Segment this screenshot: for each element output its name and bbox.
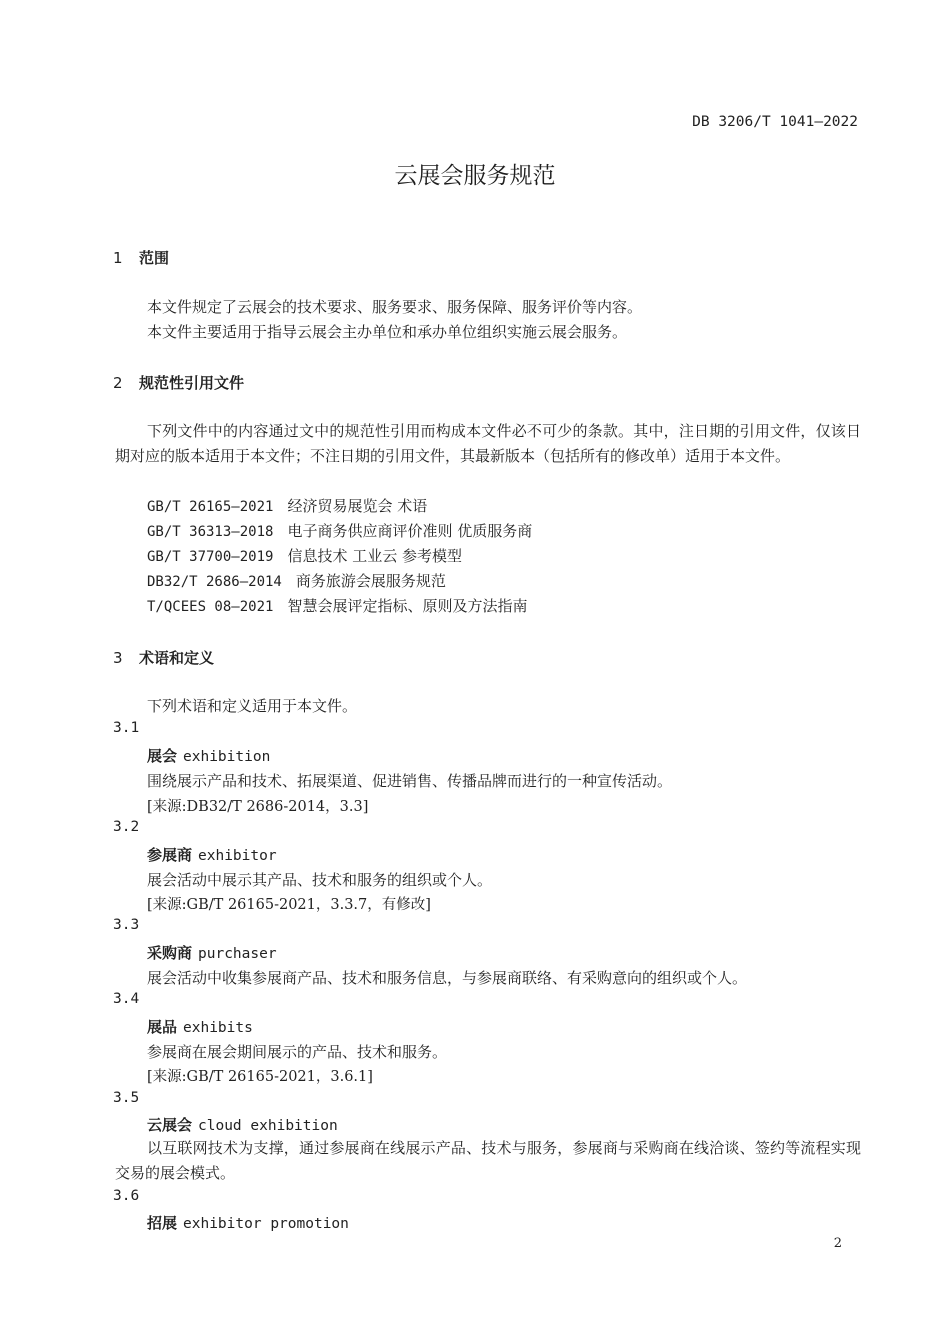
- term-en: exhibits: [183, 1020, 253, 1036]
- term-zh: 参展商: [147, 846, 193, 864]
- reference-item: [147, 545, 462, 566]
- paragraph: 下列术语和定义适用于本文件。: [147, 697, 358, 715]
- reference-code: DB32/T 2686—2014: [147, 574, 282, 590]
- reference-code: GB/T 36313—2018: [147, 524, 274, 540]
- term-entry: [147, 745, 270, 766]
- term-en: exhibitor: [198, 848, 277, 864]
- reference-item: [147, 595, 527, 616]
- clause-number: 3.5: [113, 1090, 140, 1106]
- section-3-heading: [113, 647, 214, 668]
- term-definition: 展会活动中收集参展商产品、技术和服务信息，与参展商联络、有采购意向的组织或个人。: [147, 969, 748, 987]
- term-source: [来源:DB32/T 2686-2014，3.3]: [147, 799, 369, 815]
- paragraph: 下列文件中的内容通过文中的规范性引用而构成本文件必不可少的条款。其中，注日期的引用文件，仅该日期对应的版本适用于本文件；不注日期的引用文件，其最新版本（包括所有的修改单）适用于本文件。: [115, 422, 861, 465]
- page-number: 2: [833, 1236, 842, 1251]
- reference-code: T/QCEES 08—2021: [147, 599, 274, 615]
- section-number: 1: [113, 249, 123, 267]
- clause-number: 3.6: [113, 1188, 140, 1204]
- term-entry: [147, 942, 277, 963]
- section-number: 2: [113, 374, 123, 392]
- section-title: 范围: [139, 249, 170, 267]
- term-en: exhibition: [183, 749, 271, 765]
- reference-item: [147, 570, 446, 591]
- reference-title: 信息技术 工业云 参考模型: [287, 547, 462, 565]
- term-zh: 展会: [147, 747, 178, 765]
- term-entry: [147, 844, 277, 865]
- clause-number: 3.2: [113, 819, 140, 835]
- term-zh: 云展会: [147, 1116, 193, 1134]
- reference-item: [147, 495, 427, 516]
- term-source: [来源:GB/T 26165-2021，3.3.7，有修改]: [147, 897, 431, 913]
- clause-number: 3.4: [113, 991, 140, 1007]
- term-definition: 以互联网技术为支撑，通过参展商在线展示产品、技术与服务，参展商与采购商在线洽谈、签约等流程实现交易的展会模式。: [115, 1139, 861, 1182]
- standard-code: DB 3206/T 1041—2022: [692, 114, 858, 130]
- reference-title: 商务旅游会展服务规范: [295, 572, 446, 590]
- reference-item: [147, 520, 532, 541]
- reference-code: GB/T 26165—2021: [147, 499, 274, 515]
- section-1-heading: [113, 247, 169, 268]
- reference-title: 智慧会展评定指标、原则及方法指南: [287, 597, 528, 615]
- term-zh: 展品: [147, 1018, 178, 1036]
- section-number: 3: [113, 649, 123, 667]
- term-entry: [147, 1212, 349, 1233]
- term-zh: 采购商: [147, 944, 193, 962]
- term-definition: 围绕展示产品和技术、拓展渠道、促进销售、传播品牌而进行的一种宣传活动。: [147, 772, 673, 790]
- paragraph: 本文件主要适用于指导云展会主办单位和承办单位组织实施云展会服务。: [147, 323, 628, 341]
- clause-number: 3.1: [113, 720, 140, 736]
- term-definition: 展会活动中展示其产品、技术和服务的组织或个人。: [147, 871, 493, 889]
- term-entry: [147, 1114, 338, 1135]
- section-title: 规范性引用文件: [139, 374, 245, 392]
- paragraph: 本文件规定了云展会的技术要求、服务要求、服务保障、服务评价等内容。: [147, 298, 643, 316]
- term-entry: [147, 1016, 253, 1037]
- term-en: exhibitor promotion: [183, 1216, 349, 1232]
- term-en: cloud exhibition: [198, 1118, 338, 1134]
- reference-title: 经济贸易展览会 术语: [287, 497, 428, 515]
- section-2-heading: [113, 372, 244, 393]
- reference-title: 电子商务供应商评价准则 优质服务商: [287, 522, 533, 540]
- section-title: 术语和定义: [139, 649, 215, 667]
- term-definition: 参展商在展会期间展示的产品、技术和服务。: [147, 1043, 448, 1061]
- reference-code: GB/T 37700—2019: [147, 549, 274, 565]
- term-zh: 招展: [147, 1214, 178, 1232]
- clause-number: 3.3: [113, 917, 140, 933]
- term-source: [来源:GB/T 26165-2021，3.6.1]: [147, 1069, 373, 1085]
- term-en: purchaser: [198, 946, 277, 962]
- document-title: 云展会服务规范: [394, 163, 556, 189]
